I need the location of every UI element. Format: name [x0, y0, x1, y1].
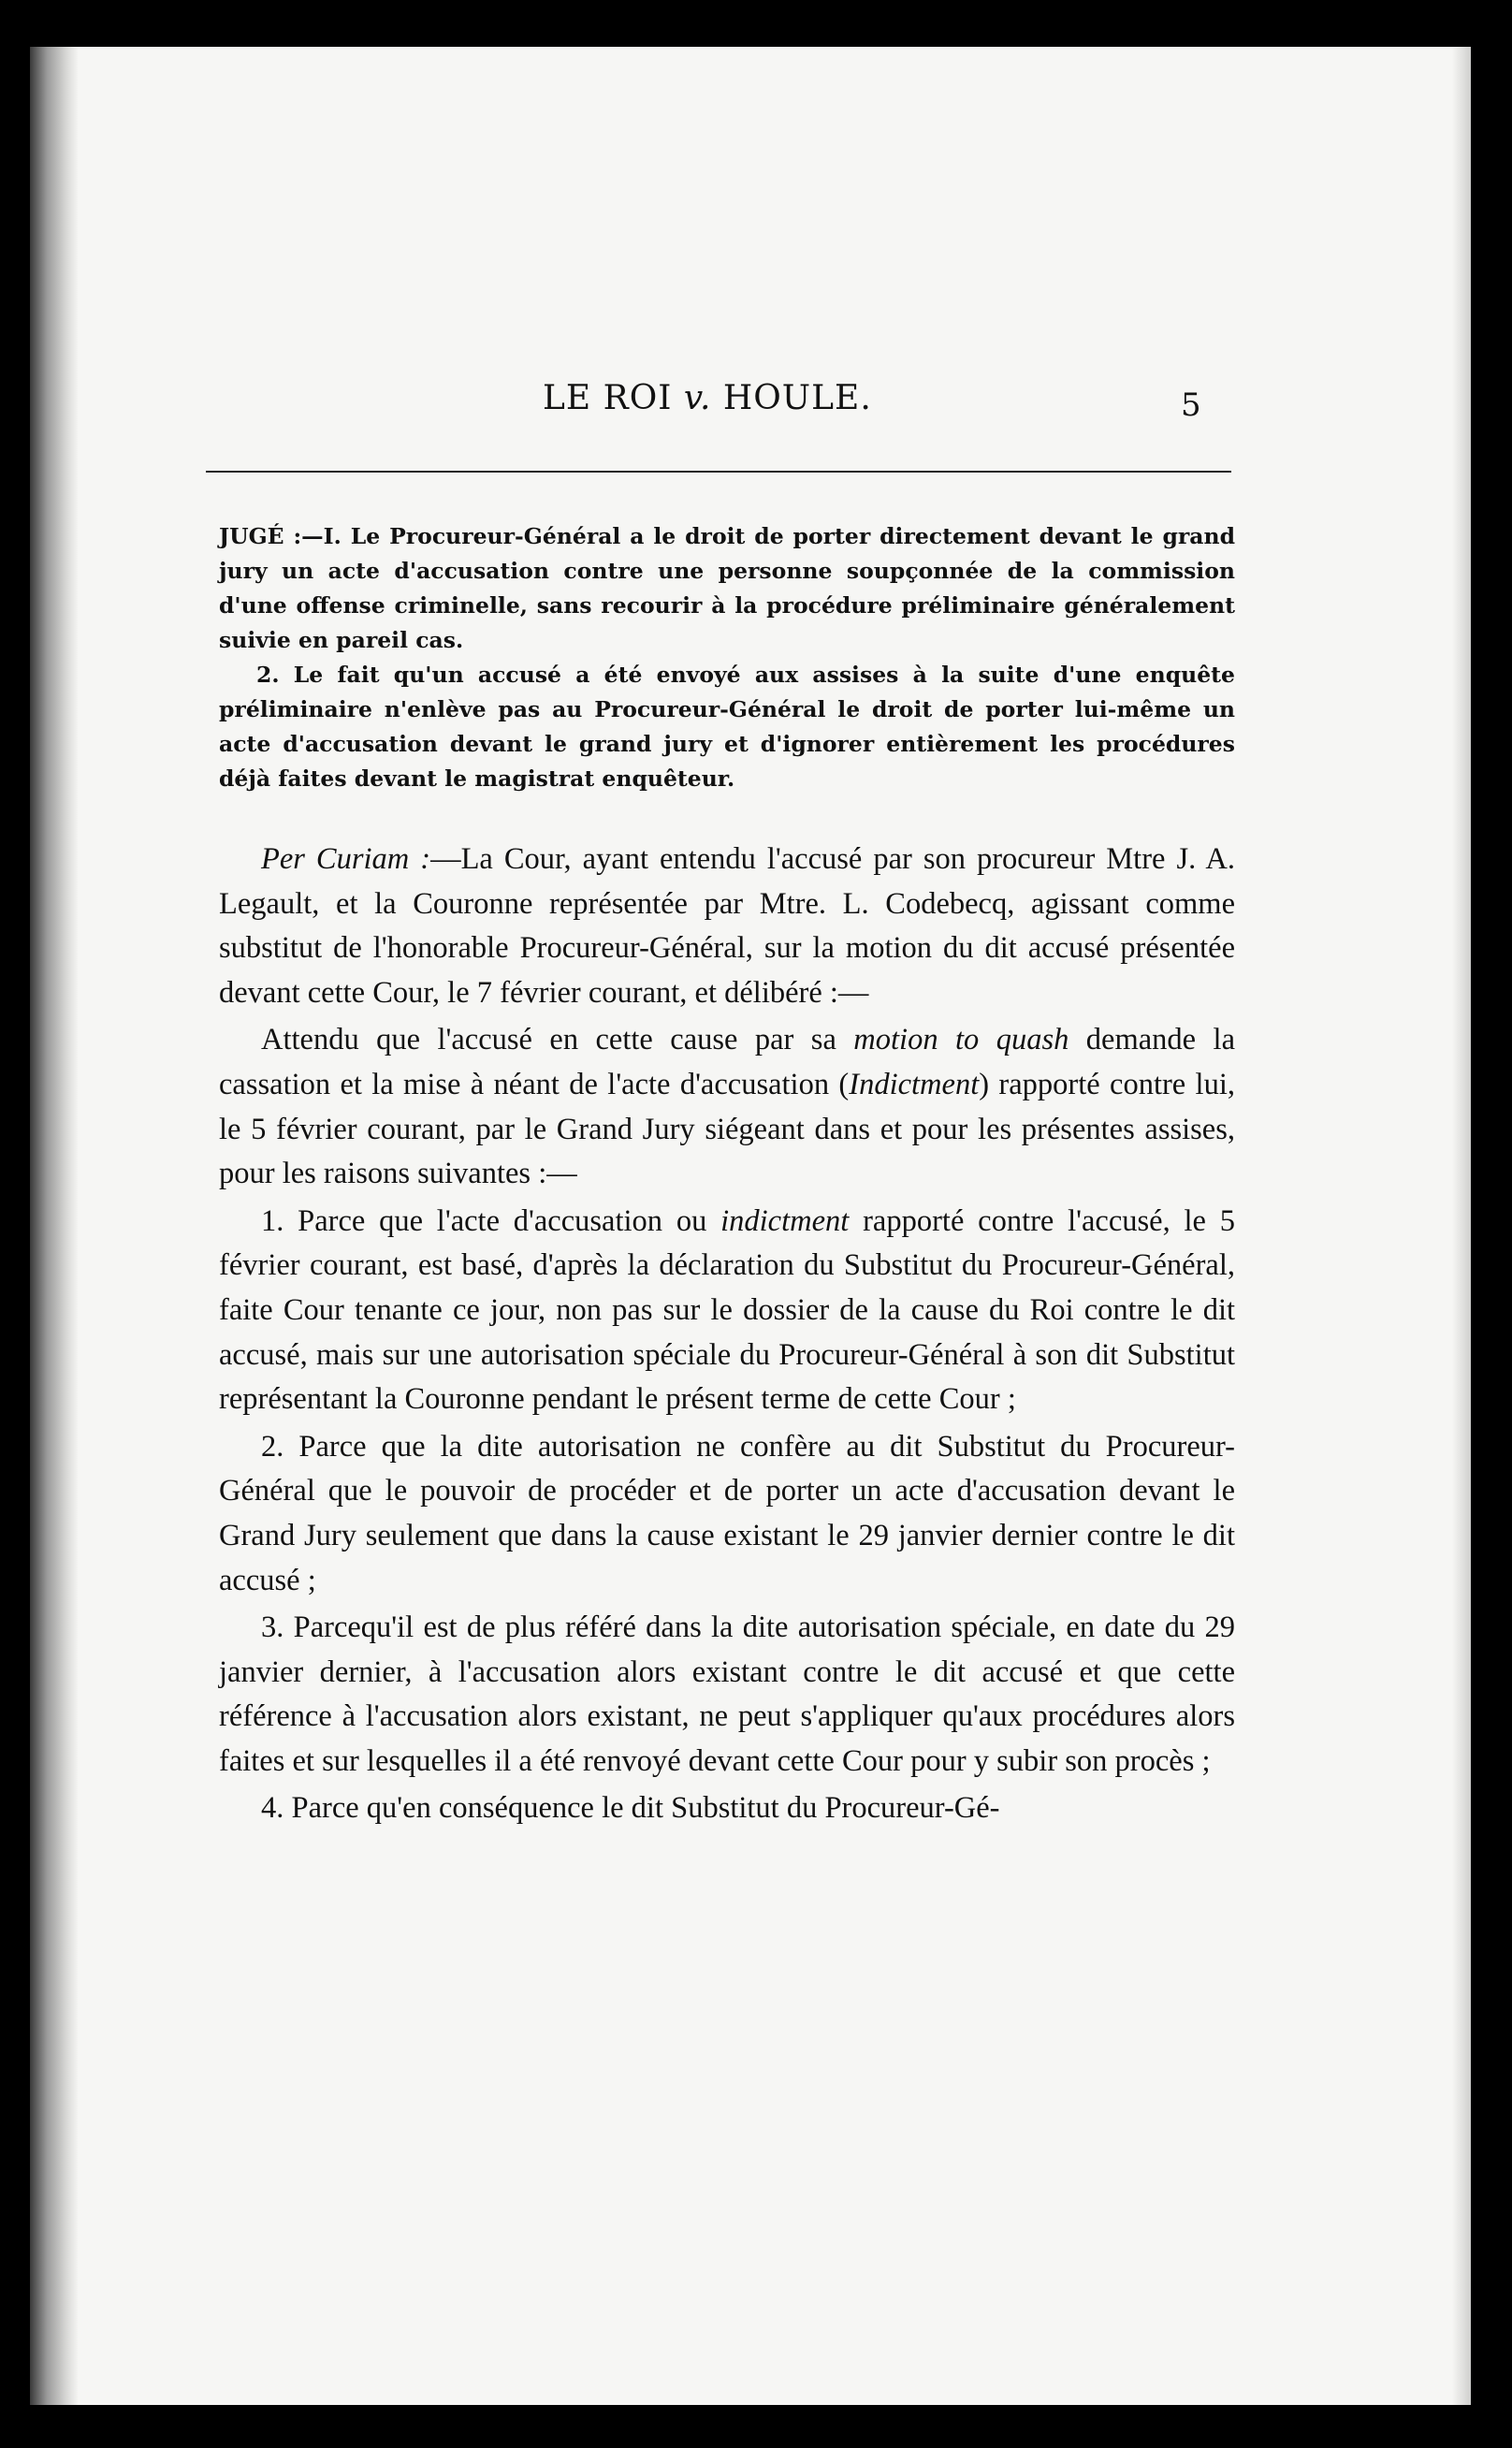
judgment-text: [219, 838, 1235, 1834]
paragraph-attendu: Attendu que l'accusé en cette cause par sa motion to quash demande la cassation et la mise à néant de l'acte d'accusation (Indictment) rapporté contre lui, le 5 février courant, par le Grand Jury siégeant dans et pour les présentes assises, pour les raisons suivantes :—: [219, 1023, 1235, 1191]
paragraph-per-curiam: Per Curiam :—La Cour, ayant entendu l'accusé par son procureur Mtre J. A. Legault, et la Couronne représentée par Mtre. L. Codebecq, agissant comme substitut de l'honorable Procureur-Général, sur la motion du dit accusé présentée devant cette Cour, le 7 février courant, et délibéré :—: [219, 842, 1236, 1010]
headnote-point-2: 2. Le fait qu'un accusé a été envoyé aux assises à la suite d'une enquête préliminaire n'enlève pas au Procureur-Général le droit de porter lui-même un acte d'accusation devant le grand jury et d'ignorer entièrement les procédures déjà faites devant le magistrat enquêteur.: [219, 662, 1235, 792]
paragraph-reason-2: 2. Parce que la dite autorisation ne confère au dit Substitut du Procureur-Général que le pouvoir de procéder et de porter un acte d'accusation devant le Grand Jury seulement que dans la cause existant le 29 janvier dernier contre le dit accusé ;: [219, 1429, 1235, 1597]
headnote-point-1: JUGÉ :—I. Le Procureur-Général a le droit de porter directement devant le grand jury un acte d'accusation contre une personne soupçonnée de la commission d'une offense criminelle, sans recourir à la procédure préliminaire généralement suivie en pareil cas.: [219, 523, 1235, 653]
page-number: 5: [1181, 386, 1201, 424]
running-title: LE ROI v. HOULE.: [543, 379, 872, 417]
paragraph-reason-3: 3. Parcequ'il est de plus référé dans la dite autorisation spéciale, en date du 29 janvier dernier, à l'accusation alors existant contre le dit accusé et que cette référence à l'accusation alors existant, ne peut s'appliquer qu'aux procédures alors faites et sur lesquelles il a été renvoyé devant cette Cour pour y subir son procès ;: [219, 1610, 1235, 1778]
paragraph-reason-1: 1. Parce que l'acte d'accusation ou indictment rapporté contre l'accusé, le 5 février courant, est basé, d'après la déclaration du Substitut du Procureur-Général, faite Cour tenante ce jour, non pas sur le dossier de la cause du Roi contre le dit accusé, mais sur une autorisation spéciale du Procureur-Général à son dit Substitut représentant la Couronne pendant le présent terme de cette Cour ;: [219, 1203, 1235, 1417]
running-header: [30, 379, 1471, 426]
paragraph-reason-4: 4. Parce qu'en conséquence le dit Substitut du Procureur-Gé-: [261, 1791, 1000, 1826]
header-rule: [206, 471, 1231, 473]
book-page: [30, 47, 1471, 2405]
headnote-summary: [219, 519, 1235, 796]
